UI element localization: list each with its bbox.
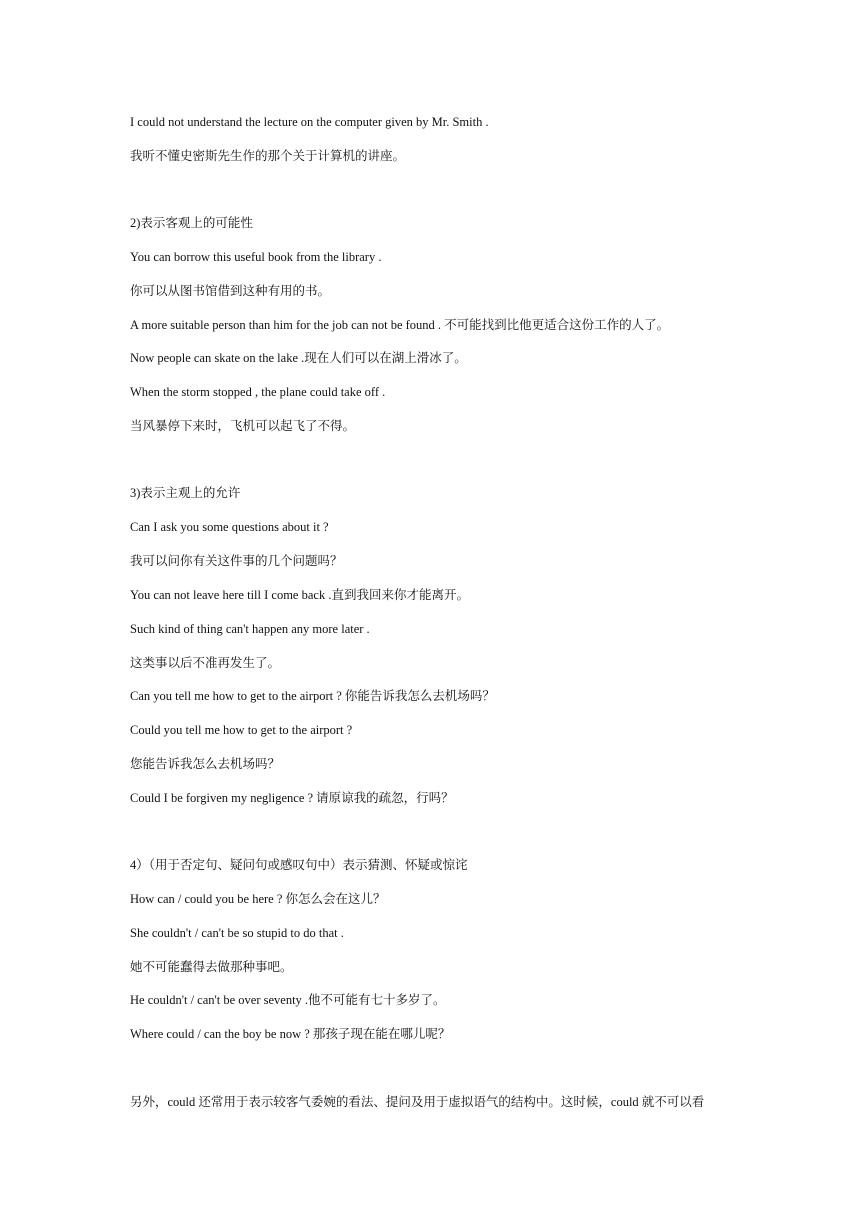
translation: 我听不懂史密斯先生作的那个关于计算机的讲座。 (130, 149, 406, 163)
example-sentence: Now people can skate on the lake .现在人们可以在湖上滑冰了。 (130, 351, 467, 365)
translation: 当风暴停下来时，飞机可以起飞了不得。 (130, 419, 356, 433)
translation: 我可以问你有关这件事的几个问题吗？ (130, 554, 343, 568)
example-sentence: Such kind of thing can't happen any more later . (130, 622, 370, 636)
example-sentence: I could not understand the lecture on the computer given by Mr. Smith . (130, 115, 489, 129)
example-sentence: He couldn't / can't be over seventy .他不可能有七十多岁了。 (130, 993, 446, 1007)
section-heading: 2)表示客观上的可能性 (130, 216, 253, 230)
example-sentence: Could you tell me how to get to the airport ? (130, 723, 353, 737)
translation: 她不可能蠢得去做那种事吧。 (130, 960, 293, 974)
example-sentence: She couldn't / can't be so stupid to do that . (130, 926, 344, 940)
section-heading: 3)表示主观上的允许 (130, 486, 241, 500)
example-sentence: Could I be forgiven my negligence ? 请原谅我的疏忽，行吗？ (130, 791, 454, 805)
translation: 您能告诉我怎么去机场吗？ (130, 757, 281, 771)
example-sentence: Where could / can the boy be now ? 那孩子现在能在哪儿呢？ (130, 1027, 451, 1041)
paragraph-text: 另外，could 还常用于表示较客气委婉的看法、提问及用于虚拟语气的结构中。这时候，could 就不可以看 (130, 1095, 705, 1109)
example-sentence: You can not leave here till I come back .直到我回来你才能离开。 (130, 588, 469, 602)
translation: 你可以从图书馆借到这种有用的书。 (130, 284, 331, 298)
section-heading: 4）（用于否定句、疑问句或感叹句中）表示猜测、怀疑或惊诧 (130, 858, 468, 872)
example-sentence: How can / could you be here ? 你怎么会在这儿？ (130, 892, 386, 906)
example-sentence: Can I ask you some questions about it ? (130, 520, 329, 534)
example-sentence: You can borrow this useful book from the library . (130, 250, 382, 264)
translation: 这类事以后不准再发生了。 (130, 656, 281, 670)
example-sentence: When the storm stopped , the plane could take off . (130, 385, 386, 399)
example-sentence: Can you tell me how to get to the airport ? 你能告诉我怎么去机场吗？ (130, 689, 495, 703)
example-sentence: A more suitable person than him for the job can not be found . 不可能找到比他更适合这份工作的人了。 (130, 318, 670, 332)
